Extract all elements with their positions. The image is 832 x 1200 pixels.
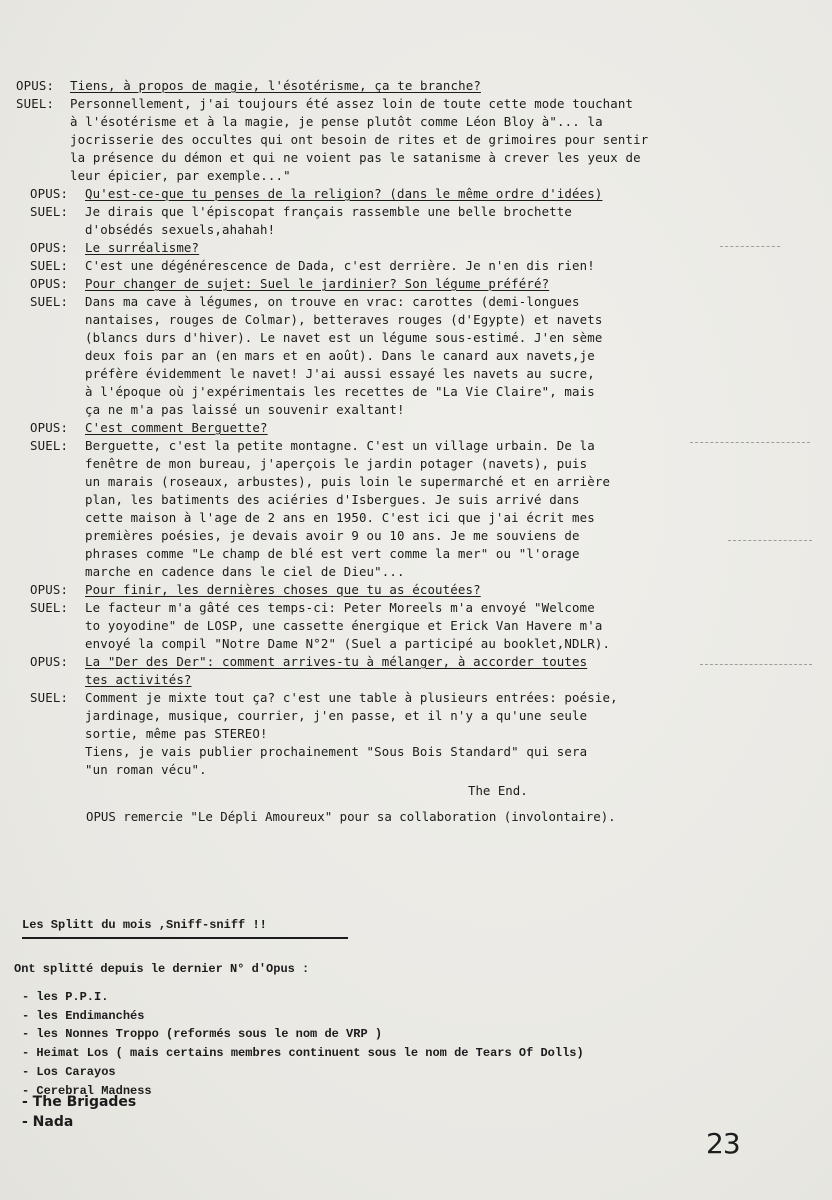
question-text: tes activités? — [85, 672, 192, 687]
margin-mark — [728, 540, 812, 541]
the-end: The End. — [468, 783, 528, 798]
splits-intro: Ont splitté depuis le dernier N° d'Opus : — [14, 962, 310, 976]
question-text: Qu'est-ce-que tu penses de la religion? (dans le même ordre d'idées) — [85, 186, 603, 201]
speaker-label: SUEL: — [30, 438, 69, 453]
split-band-item: - Cerebral Madness — [22, 1083, 152, 1098]
speaker-label: SUEL: — [30, 690, 69, 705]
answer-text: Tiens, je vais publier prochainement "Sous Bois Standard" qui sera — [85, 744, 588, 759]
speaker-label: OPUS: — [30, 240, 69, 255]
answer-text: (blancs durs d'hiver). Le navet est un légume sous-estimé. J'en sème — [85, 330, 603, 345]
speaker-label: SUEL: — [16, 96, 55, 111]
answer-text: to yoyodine" de LOSP, une cassette énergique et Erick Van Havere m'a — [85, 618, 603, 633]
speaker-label: OPUS: — [16, 78, 55, 93]
answer-text: phrases comme "Le champ de blé est vert comme la mer" ou "l'orage — [85, 546, 580, 561]
split-band-item: - les P.P.I. — [22, 990, 109, 1004]
split-band-item-handwritten: - The Brigades — [22, 1094, 137, 1110]
page-number: 23 — [706, 1127, 740, 1160]
answer-text: à l'époque où j'expérimentais les recettes de "La Vie Claire", mais — [85, 384, 595, 399]
margin-mark — [720, 246, 780, 247]
answer-text: préfère évidemment le navet! J'ai aussi essayé les navets au sucre, — [85, 366, 595, 381]
margin-mark — [700, 664, 812, 665]
speaker-label: SUEL: — [30, 294, 69, 309]
speaker-label: OPUS: — [30, 654, 69, 669]
answer-text: deux fois par an (en mars et en août). Dans le canard aux navets,je — [85, 348, 595, 363]
answer-text: premières poésies, je devais avoir 9 ou 10 ans. Je me souviens de — [85, 528, 580, 543]
answer-text: fenêtre de mon bureau, j'aperçois le jardin potager (navets), puis — [85, 456, 588, 471]
answer-text: jardinage, musique, courrier, j'en passe, et il n'y a qu'une seule — [85, 708, 588, 723]
answer-text: d'obsédés sexuels,ahahah! — [85, 222, 276, 237]
question-text: Pour finir, les dernières choses que tu as écoutées? — [85, 582, 481, 597]
speaker-label: OPUS: — [30, 582, 69, 597]
speaker-label: OPUS: — [30, 186, 69, 201]
answer-text: ça ne m'a pas laissé un souvenir exaltant! — [85, 402, 405, 417]
answer-text: plan, les batiments des aciéries d'Isbergues. Je suis arrivé dans — [85, 492, 580, 507]
split-band-item: - Heimat Los ( mais certains membres continuent sous le nom de Tears Of Dolls) — [22, 1046, 584, 1061]
answer-text: Le facteur m'a gâté ces temps-ci: Peter Moreels m'a envoyé "Welcome — [85, 600, 595, 615]
split-band-item: - les Nonnes Troppo (reformés sous le nom de VRP ) — [22, 1027, 383, 1042]
speaker-label: OPUS: — [30, 420, 69, 435]
speaker-label: OPUS: — [30, 276, 69, 291]
question-text: Tiens, à propos de magie, l'ésotérisme, ça te branche? — [70, 78, 481, 93]
splits-heading: Les Splitt du mois ,Sniff-sniff !! — [22, 918, 267, 932]
answer-text: Comment je mixte tout ça? c'est une table à plusieurs entrées: poésie, — [85, 690, 618, 705]
answer-text: marche en cadence dans le ciel de Dieu"... — [85, 564, 405, 579]
answer-text: nantaises, rouges de Colmar), betteraves rouges (d'Egypte) et navets — [85, 312, 603, 327]
question-text: Pour changer de sujet: Suel le jardinier? Son légume préféré? — [85, 276, 550, 291]
answer-text: Berguette, c'est la petite montagne. C'est un village urbain. De la — [85, 438, 595, 453]
question-text: Le surréalisme? — [85, 240, 200, 255]
question-text: C'est comment Berguette? — [85, 420, 268, 435]
split-band-item: - les Endimanchés — [22, 1008, 145, 1023]
answer-text: un marais (roseaux, arbustes), puis loin le supermarché et en arrière — [85, 474, 611, 489]
answer-text: Personnellement, j'ai toujours été assez loin de toute cette mode touchant — [70, 96, 634, 111]
split-band-item-handwritten: - Nada — [22, 1114, 74, 1130]
question-text: La "Der des Der": comment arrives-tu à mélanger, à accorder toutes — [85, 654, 588, 669]
answer-text: la présence du démon et qui ne voient pas le satanisme à crever les yeux de — [70, 150, 641, 165]
answer-text: C'est une dégénérescence de Dada, c'est derrière. Je n'en dis rien! — [85, 258, 595, 273]
answer-text: Dans ma cave à légumes, on trouve en vrac: carottes (demi-longues — [85, 294, 580, 309]
answer-text: sortie, même pas STEREO! — [85, 726, 268, 741]
thanks-note: OPUS remercie "Le Dépli Amoureux" pour sa collaboration (involontaire). — [86, 809, 616, 824]
speaker-label: SUEL: — [30, 600, 69, 615]
answer-text: "un roman vécu". — [85, 762, 207, 777]
answer-text: leur épicier, par exemple..." — [70, 168, 291, 183]
margin-mark — [690, 442, 810, 443]
split-band-item: - Los Carayos — [22, 1064, 116, 1079]
answer-text: à l'ésotérisme et à la magie, je pense plutôt comme Léon Bloy à"... la — [70, 114, 603, 129]
heading-rule — [22, 937, 348, 939]
answer-text: Je dirais que l'épiscopat français rassemble une belle brochette — [85, 204, 573, 219]
speaker-label: SUEL: — [30, 258, 69, 273]
answer-text: jocrisserie des occultes qui ont besoin de rites et de grimoires pour sentir — [70, 132, 649, 147]
answer-text: envoyé la compil "Notre Dame N°2" (Suel a participé au booklet,NDLR). — [85, 636, 611, 651]
speaker-label: SUEL: — [30, 204, 69, 219]
answer-text: cette maison à l'age de 2 ans en 1950. C'est ici que j'ai écrit mes — [85, 510, 595, 525]
